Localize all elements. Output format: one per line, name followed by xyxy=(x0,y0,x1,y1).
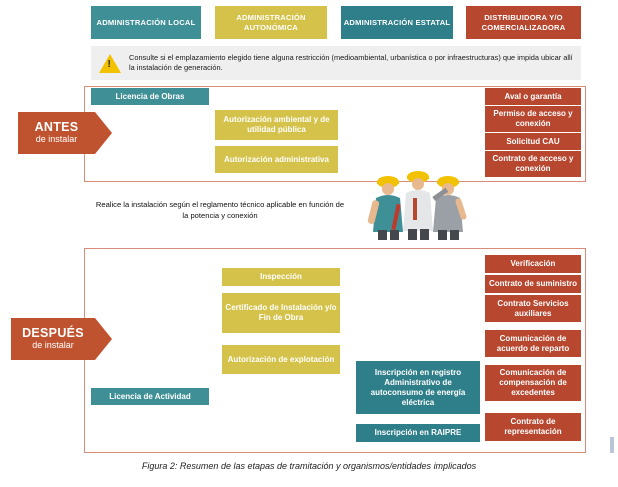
task-box-certificado-instalacion[interactable] xyxy=(222,293,340,333)
task-box-contrato-servicios-auxiliares[interactable] xyxy=(485,295,581,322)
phase-arrow-antes-body xyxy=(18,112,95,154)
phase-arrow-antes-tip xyxy=(95,112,112,154)
phase-arrow-despues-tip xyxy=(95,318,112,360)
task-box-aval-garantia-label: Aval o garantía xyxy=(504,91,562,101)
task-box-solicitud-cau-label: Solicitud CAU xyxy=(506,136,560,146)
task-box-permiso-acceso-conexion[interactable] xyxy=(485,106,581,132)
task-box-solicitud-cau[interactable] xyxy=(485,133,581,150)
task-box-inscripcion-raipre[interactable] xyxy=(356,424,480,442)
task-box-verificacion[interactable] xyxy=(485,255,581,273)
task-box-inspeccion-label: Inspección xyxy=(260,272,302,281)
task-box-licencia-actividad-label: Licencia de Actividad xyxy=(109,391,191,401)
task-box-aval-garantia[interactable] xyxy=(485,88,581,105)
task-box-licencia-obras-label: Licencia de Obras xyxy=(115,91,185,101)
task-box-comunicacion-compensacion-excedentes-label: Comunicación de compensación de excedentes xyxy=(499,368,567,397)
task-box-contrato-suministro[interactable] xyxy=(485,275,581,293)
installation-note-label: Realice la instalación según el reglamento técnico aplicable en función de la potencia y conexión xyxy=(95,200,345,220)
column-header-distribuidora xyxy=(466,6,581,39)
figure-caption-label: Figura 2: Resumen de las etapas de tramitación y organismos/entidades implicados xyxy=(141,461,477,471)
task-box-inscripcion-registro-autoconsumo-label: Inscripción en registro Administrativo de autoconsumo de energía eléctrica xyxy=(370,367,466,407)
task-box-autorizacion-explotacion-label: Autorización de explotación xyxy=(227,354,335,364)
warning-triangle-icon xyxy=(99,54,121,73)
task-box-inscripcion-registro-autoconsumo[interactable] xyxy=(356,361,480,414)
task-box-inspeccion[interactable] xyxy=(222,268,340,286)
task-box-licencia-obras[interactable] xyxy=(91,88,209,105)
column-header-autonomica-label: ADMINISTRACIÓN AUTONÓMICA xyxy=(236,12,306,32)
phase-arrow-antes-subtitle: de instalar xyxy=(35,134,78,144)
warning-text: Consulte si el emplazamiento elegido tiene alguna restricción (medioambiental, urbanística o por infraestructuras) que impida ubicar allí la instalación de generación. xyxy=(129,52,573,72)
task-box-contrato-representacion-label: Contrato de representación xyxy=(504,417,562,436)
column-header-estatal xyxy=(341,6,453,39)
task-box-contrato-acceso-conexion[interactable] xyxy=(485,151,581,177)
phase-arrow-despues-subtitle: de instalar xyxy=(32,340,74,350)
task-box-comunicacion-acuerdo-reparto[interactable] xyxy=(485,330,581,357)
task-box-contrato-suministro-label: Contrato de suministro xyxy=(488,279,577,288)
task-box-certificado-instalacion-label: Certificado de Instalación y/o Fin de Obra xyxy=(225,303,337,322)
column-header-local-label: ADMINISTRACIÓN LOCAL xyxy=(96,17,196,27)
task-box-verificacion-label: Verificación xyxy=(510,259,556,268)
task-box-autorizacion-administrativa-label: Autorización administrativa xyxy=(224,154,329,164)
task-box-contrato-representacion[interactable] xyxy=(485,413,581,441)
task-box-contrato-servicios-auxiliares-label: Contrato Servicios auxiliares xyxy=(497,298,569,318)
phase-arrow-despues-title: DESPUÉS xyxy=(22,326,84,340)
task-box-comunicacion-compensacion-excedentes[interactable] xyxy=(485,365,581,401)
task-box-licencia-actividad[interactable] xyxy=(91,388,209,405)
task-box-autorizacion-explotacion[interactable] xyxy=(222,345,340,374)
task-box-autorizacion-administrativa[interactable] xyxy=(215,146,338,173)
phase-arrow-antes-title: ANTES xyxy=(34,120,79,134)
task-box-autorizacion-ambiental[interactable] xyxy=(215,110,338,140)
warning-bar xyxy=(91,46,581,80)
workers-illustration xyxy=(358,168,478,240)
scroll-indicator[interactable] xyxy=(610,437,614,453)
installation-note xyxy=(92,200,348,221)
phase-arrow-antes xyxy=(18,112,112,154)
task-box-comunicacion-acuerdo-reparto-label: Comunicación de acuerdo de reparto xyxy=(496,333,570,353)
task-box-contrato-acceso-conexion-label: Contrato de acceso y conexión xyxy=(492,154,574,173)
column-header-local xyxy=(91,6,201,39)
phase-arrow-despues xyxy=(11,318,112,360)
figure-caption xyxy=(0,461,618,471)
task-box-inscripcion-raipre-label: Inscripción en RAIPRE xyxy=(374,428,462,437)
column-header-distribuidora-label: DISTRIBUIDORA Y/O COMERCIALIZADORA xyxy=(481,12,566,32)
phase-arrow-despues-body xyxy=(11,318,95,360)
column-header-estatal-label: ADMINISTRACIÓN ESTATAL xyxy=(343,17,451,27)
task-box-permiso-acceso-conexion-label: Permiso de acceso y conexión xyxy=(493,109,573,128)
column-header-autonomica xyxy=(215,6,327,39)
task-box-autorizacion-ambiental-label: Autorización ambiental y de utilidad pública xyxy=(223,115,330,134)
